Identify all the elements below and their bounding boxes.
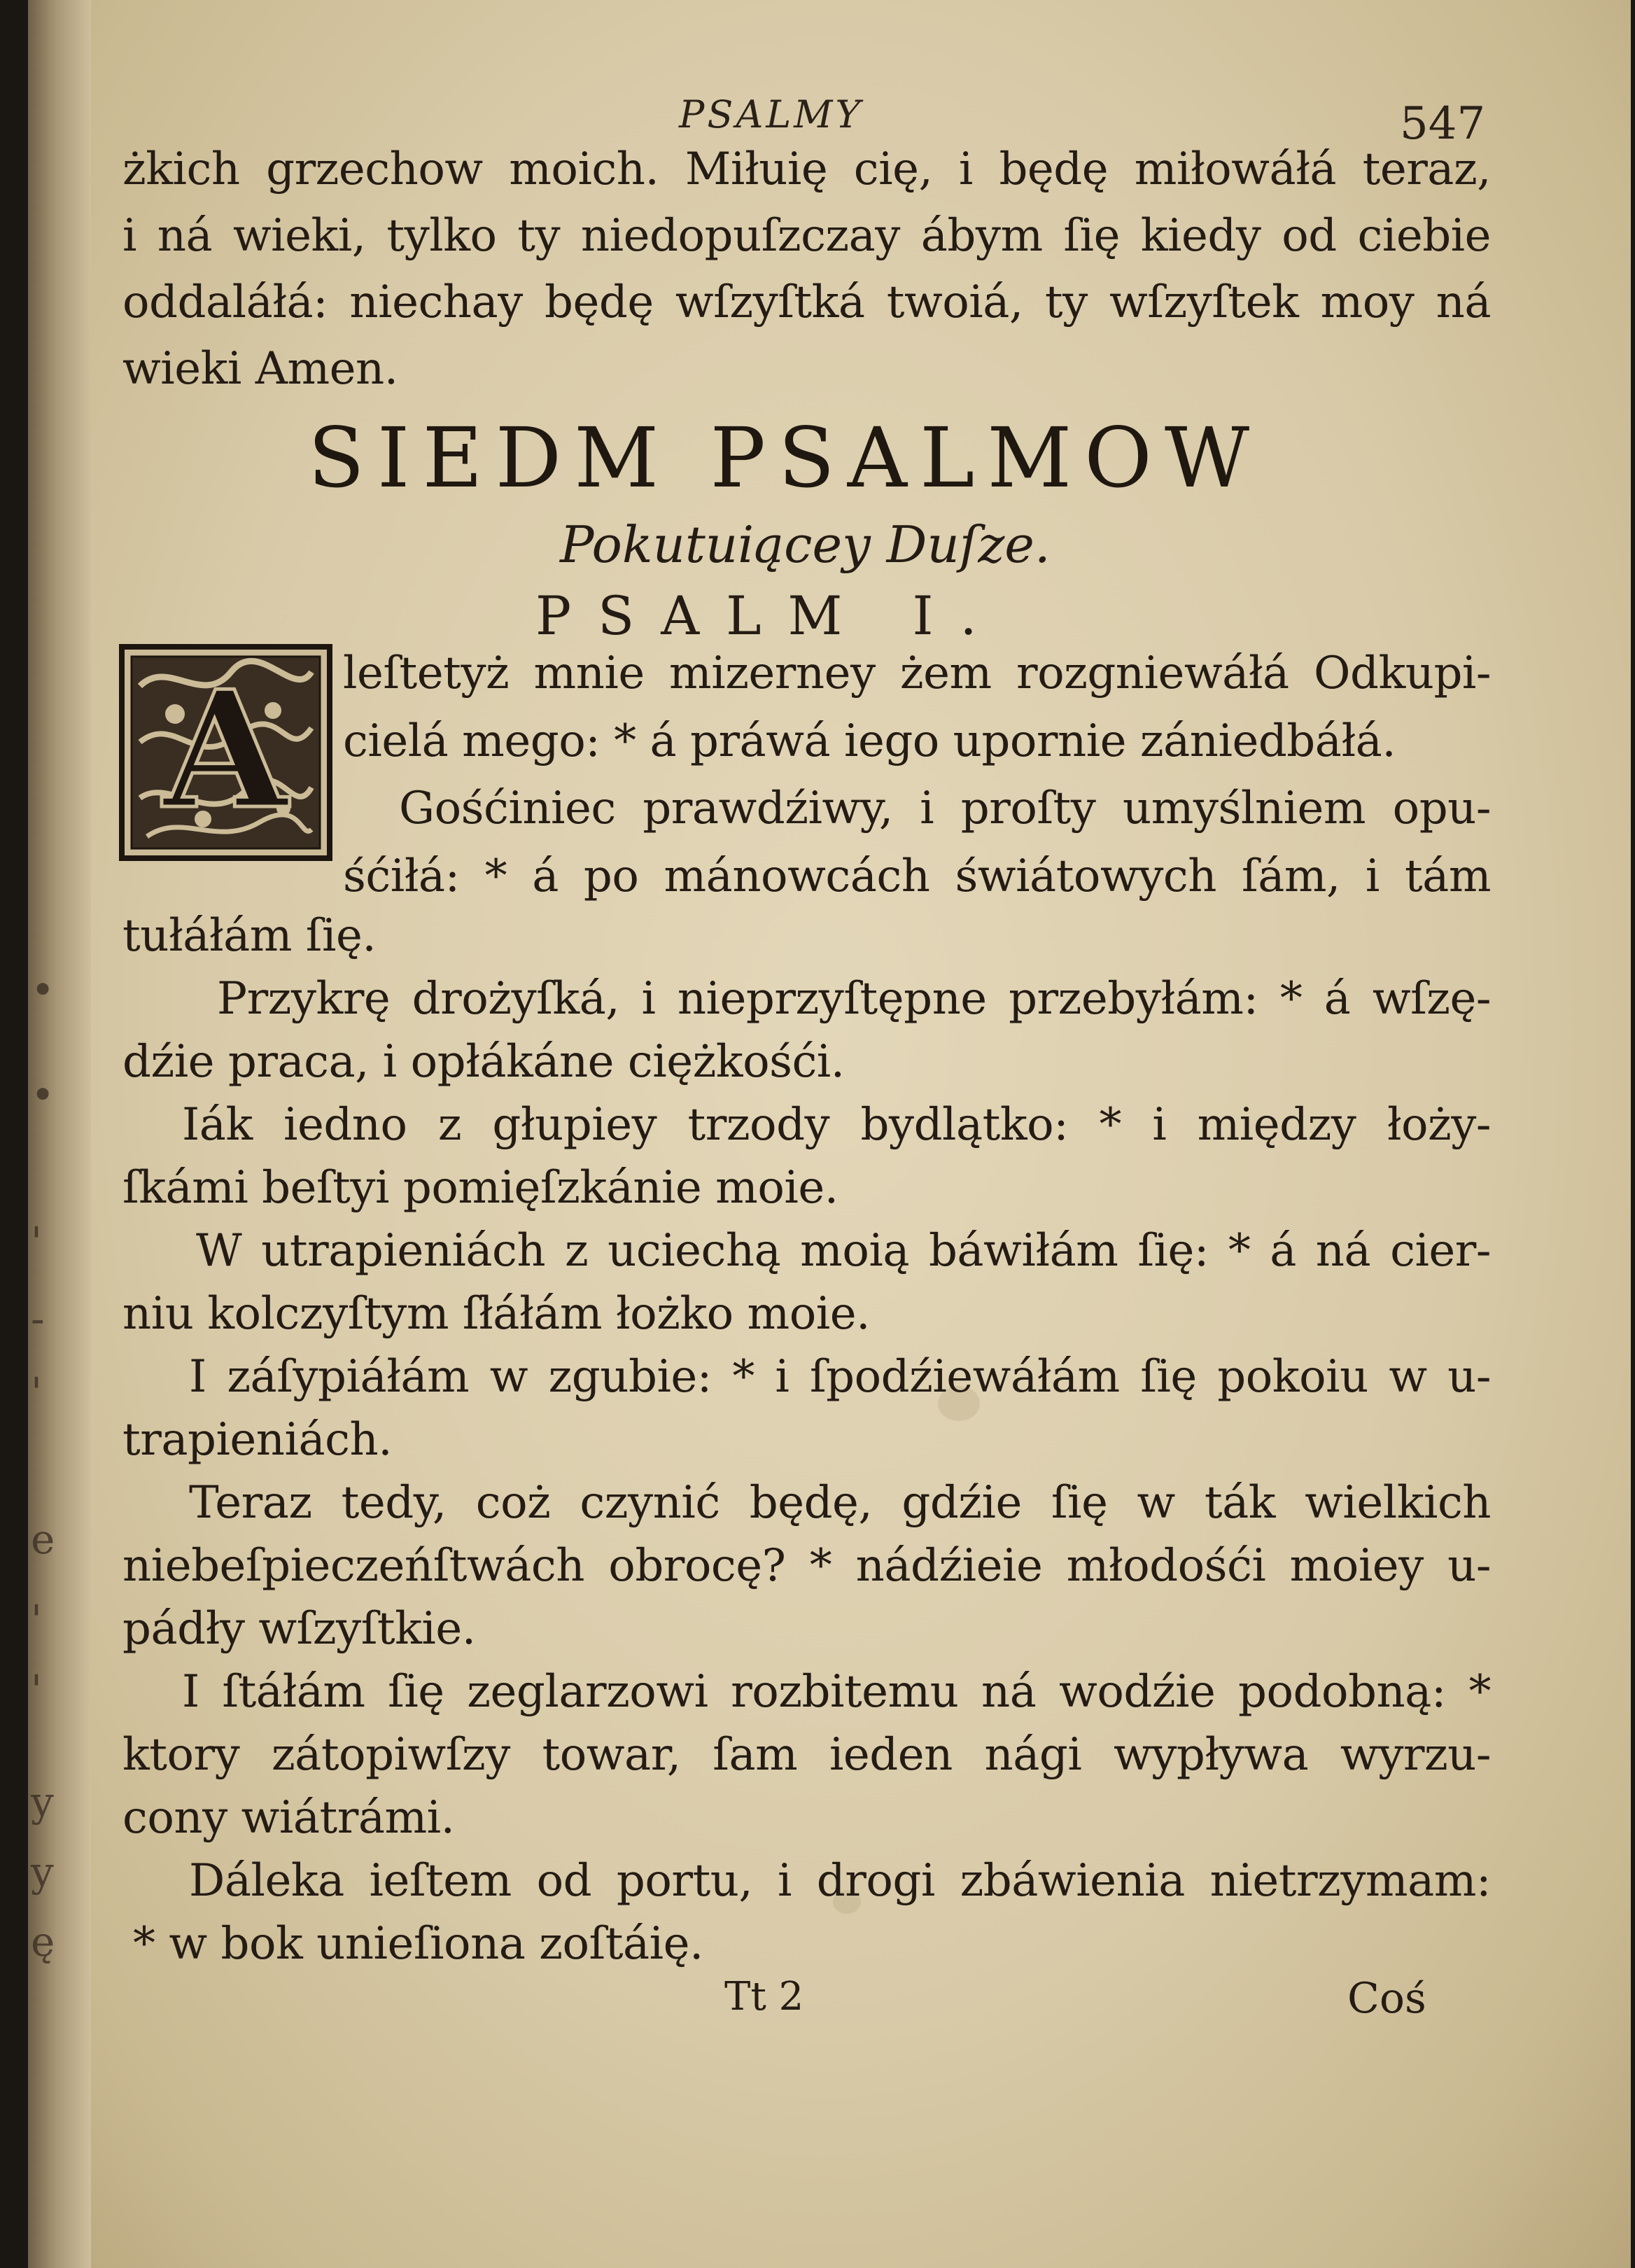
verse-line: dźie praca, i opłákáne ciężkośći.	[122, 1036, 845, 1088]
verse-line: pádły wſzyſtkie.	[122, 1603, 476, 1655]
bleed-mark: y	[31, 1778, 54, 1826]
verse-line: * w bok unieſiona zoſtáię.	[133, 1918, 703, 1970]
bleed-mark: '	[31, 1368, 42, 1416]
verse-line: tułáłám ſię.	[122, 910, 377, 962]
bleed-mark: •	[31, 966, 55, 1014]
verse-line: Dáleka ieſtem od portu, i drogi zbáwienia nietrzymam:	[189, 1855, 1491, 1907]
verse-line: Iák iedno z głupiey trzody bydlątko: * i między łoży-	[182, 1099, 1491, 1151]
verse-line: leſtetyż mnie mizerney żem rozgniewáłá Odkupi-	[343, 648, 1491, 699]
verse-line: I ſtáłám ſię zeglarzowi rozbitemu ná wodźie podobną: *	[182, 1666, 1491, 1718]
book-page	[28, 0, 1631, 2268]
bleed-mark: ę	[31, 1918, 55, 1966]
bleed-mark: '	[31, 1596, 42, 1644]
verse-line: I záſypiáłám w zgubie: * i ſpodźiewáłám ſię pokoiu w u-	[189, 1351, 1491, 1403]
section-title: SIEDM PSALMOW	[308, 410, 1263, 506]
verse-line: Teraz tedy, coż czynić będę, gdźie ſię w ták wielkich	[189, 1477, 1491, 1529]
bleed-mark: e	[31, 1516, 55, 1563]
running-head: PSALMY	[679, 92, 864, 136]
verse-line: W utrapieniách z uciechą moią báwiłám ſię: * á ná cier-	[196, 1225, 1491, 1277]
verse-line: Przykrę drożyſká, i nieprzyſtępne przebyłám: * á wſzę-	[217, 973, 1491, 1025]
decorated-initial	[119, 644, 332, 861]
section-subtitle: Pokutuiącey Duſze.	[560, 515, 1051, 574]
verse-line: ktory zátopiwſzy towar, ſam ieden nági wypływa wyrzu-	[122, 1729, 1491, 1781]
psalm-heading: PSALM I.	[535, 584, 1004, 647]
text-line: i ná wieki, tylko ty niedopuſzczay ábym ſię kiedy od ciebie	[122, 210, 1491, 262]
woodcut-initial-icon	[119, 644, 332, 861]
page-number: 547	[1400, 98, 1486, 150]
verse-line: ſkámi beſtyi pomięſzkánie moie.	[122, 1162, 838, 1214]
verse-line: śćiłá: * á po mánowcách świátowych ſám, i tám	[343, 850, 1491, 902]
bleed-mark: -	[31, 1295, 45, 1343]
text-line: wieki Amen.	[122, 343, 398, 395]
verse-line: cielá mego: * á práwá iego upornie zániedbáłá.	[343, 715, 1396, 767]
verse-line: trapieniách.	[122, 1414, 393, 1466]
text-line: żkich grzechow moich. Miłuię cię, i będę miłowáłá teraz,	[122, 144, 1491, 195]
signature-mark: Tt 2	[724, 1974, 804, 2019]
verse-line: niu kolczyſtym ſłáłám łożko moie.	[122, 1288, 870, 1340]
verse-line: Gośćiniec prawdźiwy, i proſty umyślniem opu-	[399, 783, 1491, 834]
initial-letter: A	[162, 656, 288, 845]
bleed-mark: '	[31, 1666, 42, 1714]
text-line: oddaláłá: niechay będę wſzyſtká twoiá, ty wſzyſtek moy ná	[122, 276, 1491, 328]
bleed-mark: •	[31, 1071, 55, 1119]
bleed-mark: y	[31, 1848, 54, 1896]
verse-line: cony wiátrámi.	[122, 1792, 455, 1844]
verse-line: niebeſpieczeńſtwách obrocę? * nádźieie młodośći moiey u-	[122, 1540, 1491, 1592]
catchword: Coś	[1347, 1974, 1426, 2023]
bleed-mark: '	[31, 1218, 42, 1266]
